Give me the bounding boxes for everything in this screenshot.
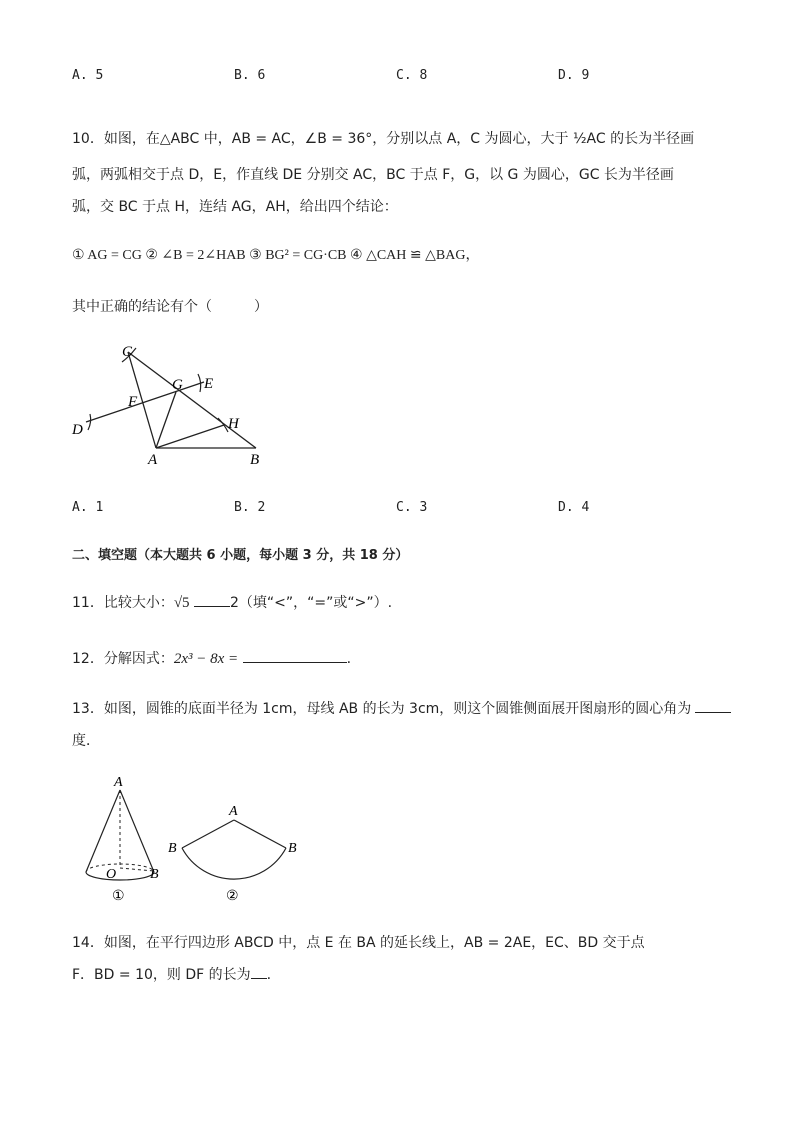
- q10-option-a: A. 1: [72, 500, 104, 515]
- q10-line-3: 弧，交 BC 于点 H，连结 AG，AH，给出四个结论：: [72, 199, 398, 215]
- label-g: G: [172, 377, 183, 393]
- q10-option-b: B. 2: [234, 500, 266, 515]
- fig1-label-a: A: [114, 775, 123, 790]
- q13-line-1-text: 13．如图，圆锥的底面半径为 1cm，母线 AB 的长为 3cm，则这个圆锥侧面展开图扇形的圆心角为: [72, 701, 692, 717]
- segment-ag: [156, 392, 176, 448]
- label-e: E: [204, 376, 214, 392]
- fig1-label-b: B: [150, 867, 159, 882]
- q10-option-d: D. 4: [558, 500, 590, 515]
- q12-prefix: 12．分解因式：: [72, 651, 174, 667]
- label-f: F: [128, 394, 138, 410]
- q10-line-2: 弧，两弧相交于点 D，E，作直线 DE 分别交 AC，BC 于点 F，G，以 G 为圆心，GC 长为半径画: [72, 167, 674, 183]
- cone-left-edge: [86, 790, 120, 872]
- q13-cone-figure: [70, 770, 320, 910]
- fig2-label-b-left: B: [168, 841, 177, 856]
- fig2-label-b-right: B: [288, 841, 297, 856]
- sector-arc: [182, 848, 286, 879]
- q12-math: 2x³ − 8x =: [173, 651, 239, 667]
- q13-line-1: [72, 698, 731, 718]
- q10-conclusions: ① AG = CG ② ∠B = 2∠HAB ③ BG² = CG·CB ④ △CAH ≌ △BAG，: [72, 248, 480, 263]
- q11-prefix: 11．比较大小：: [72, 595, 174, 611]
- question-11: [72, 592, 392, 612]
- q14-blank: [251, 964, 267, 979]
- fig2-label-a: A: [229, 804, 238, 819]
- section-2-title: 二、填空题（本大题共 6 小题，每小题 3 分，共 18 分）: [72, 548, 409, 563]
- label-h: H: [228, 416, 239, 432]
- q9-option-a: A. 5: [72, 68, 104, 83]
- fig2-caption: ②: [226, 889, 239, 904]
- question-12: [72, 648, 351, 668]
- q14-line-2-end: .: [266, 967, 272, 983]
- q9-option-c: C. 8: [396, 68, 428, 83]
- fig1-caption: ①: [112, 889, 125, 904]
- q10-triangle-figure: [70, 338, 280, 468]
- q9-option-d: D. 9: [558, 68, 590, 83]
- q13-line-2: 度．: [72, 733, 100, 749]
- q13-blank: [695, 698, 731, 713]
- q10-line-1: 10．如图，在△ABC 中，AB = AC，∠B = 36°，分别以点 A，C 为圆心，大于 ½AC 的长为半径画: [72, 131, 695, 147]
- label-a: A: [148, 452, 158, 468]
- cone-radius: [120, 868, 154, 871]
- q14-line-2-text: F．BD = 10，则 DF 的长为: [72, 967, 251, 983]
- label-c: C: [122, 344, 133, 360]
- line-de: [86, 382, 204, 422]
- cone-base-front: [86, 872, 154, 880]
- q14-line-2: [72, 964, 271, 984]
- q12-suffix: .: [346, 651, 352, 667]
- fig1-label-o: O: [106, 867, 117, 882]
- sector-left-radius: [182, 820, 234, 848]
- sector-right-radius: [234, 820, 286, 848]
- segment-ah: [156, 425, 224, 448]
- arc-mark-d: [88, 414, 91, 430]
- label-d: D: [72, 422, 83, 438]
- q14-line-1: 14．如图，在平行四边形 ABCD 中，点 E 在 BA 的延长线上，AB = 2AE，EC、BD 交于点: [72, 935, 645, 951]
- q11-blank: [194, 592, 230, 607]
- q11-math: √5: [173, 595, 190, 611]
- cone-right-edge: [120, 790, 154, 872]
- label-b: B: [250, 452, 260, 468]
- q10-option-c: C. 3: [396, 500, 428, 515]
- segment-cb: [128, 352, 256, 448]
- q10-question: 其中正确的结论有个（ ）: [72, 299, 268, 315]
- q9-option-b: B. 6: [234, 68, 266, 83]
- q11-suffix: 2（填“<”，“=”或“>”）.: [230, 595, 393, 611]
- q12-blank: [243, 648, 347, 663]
